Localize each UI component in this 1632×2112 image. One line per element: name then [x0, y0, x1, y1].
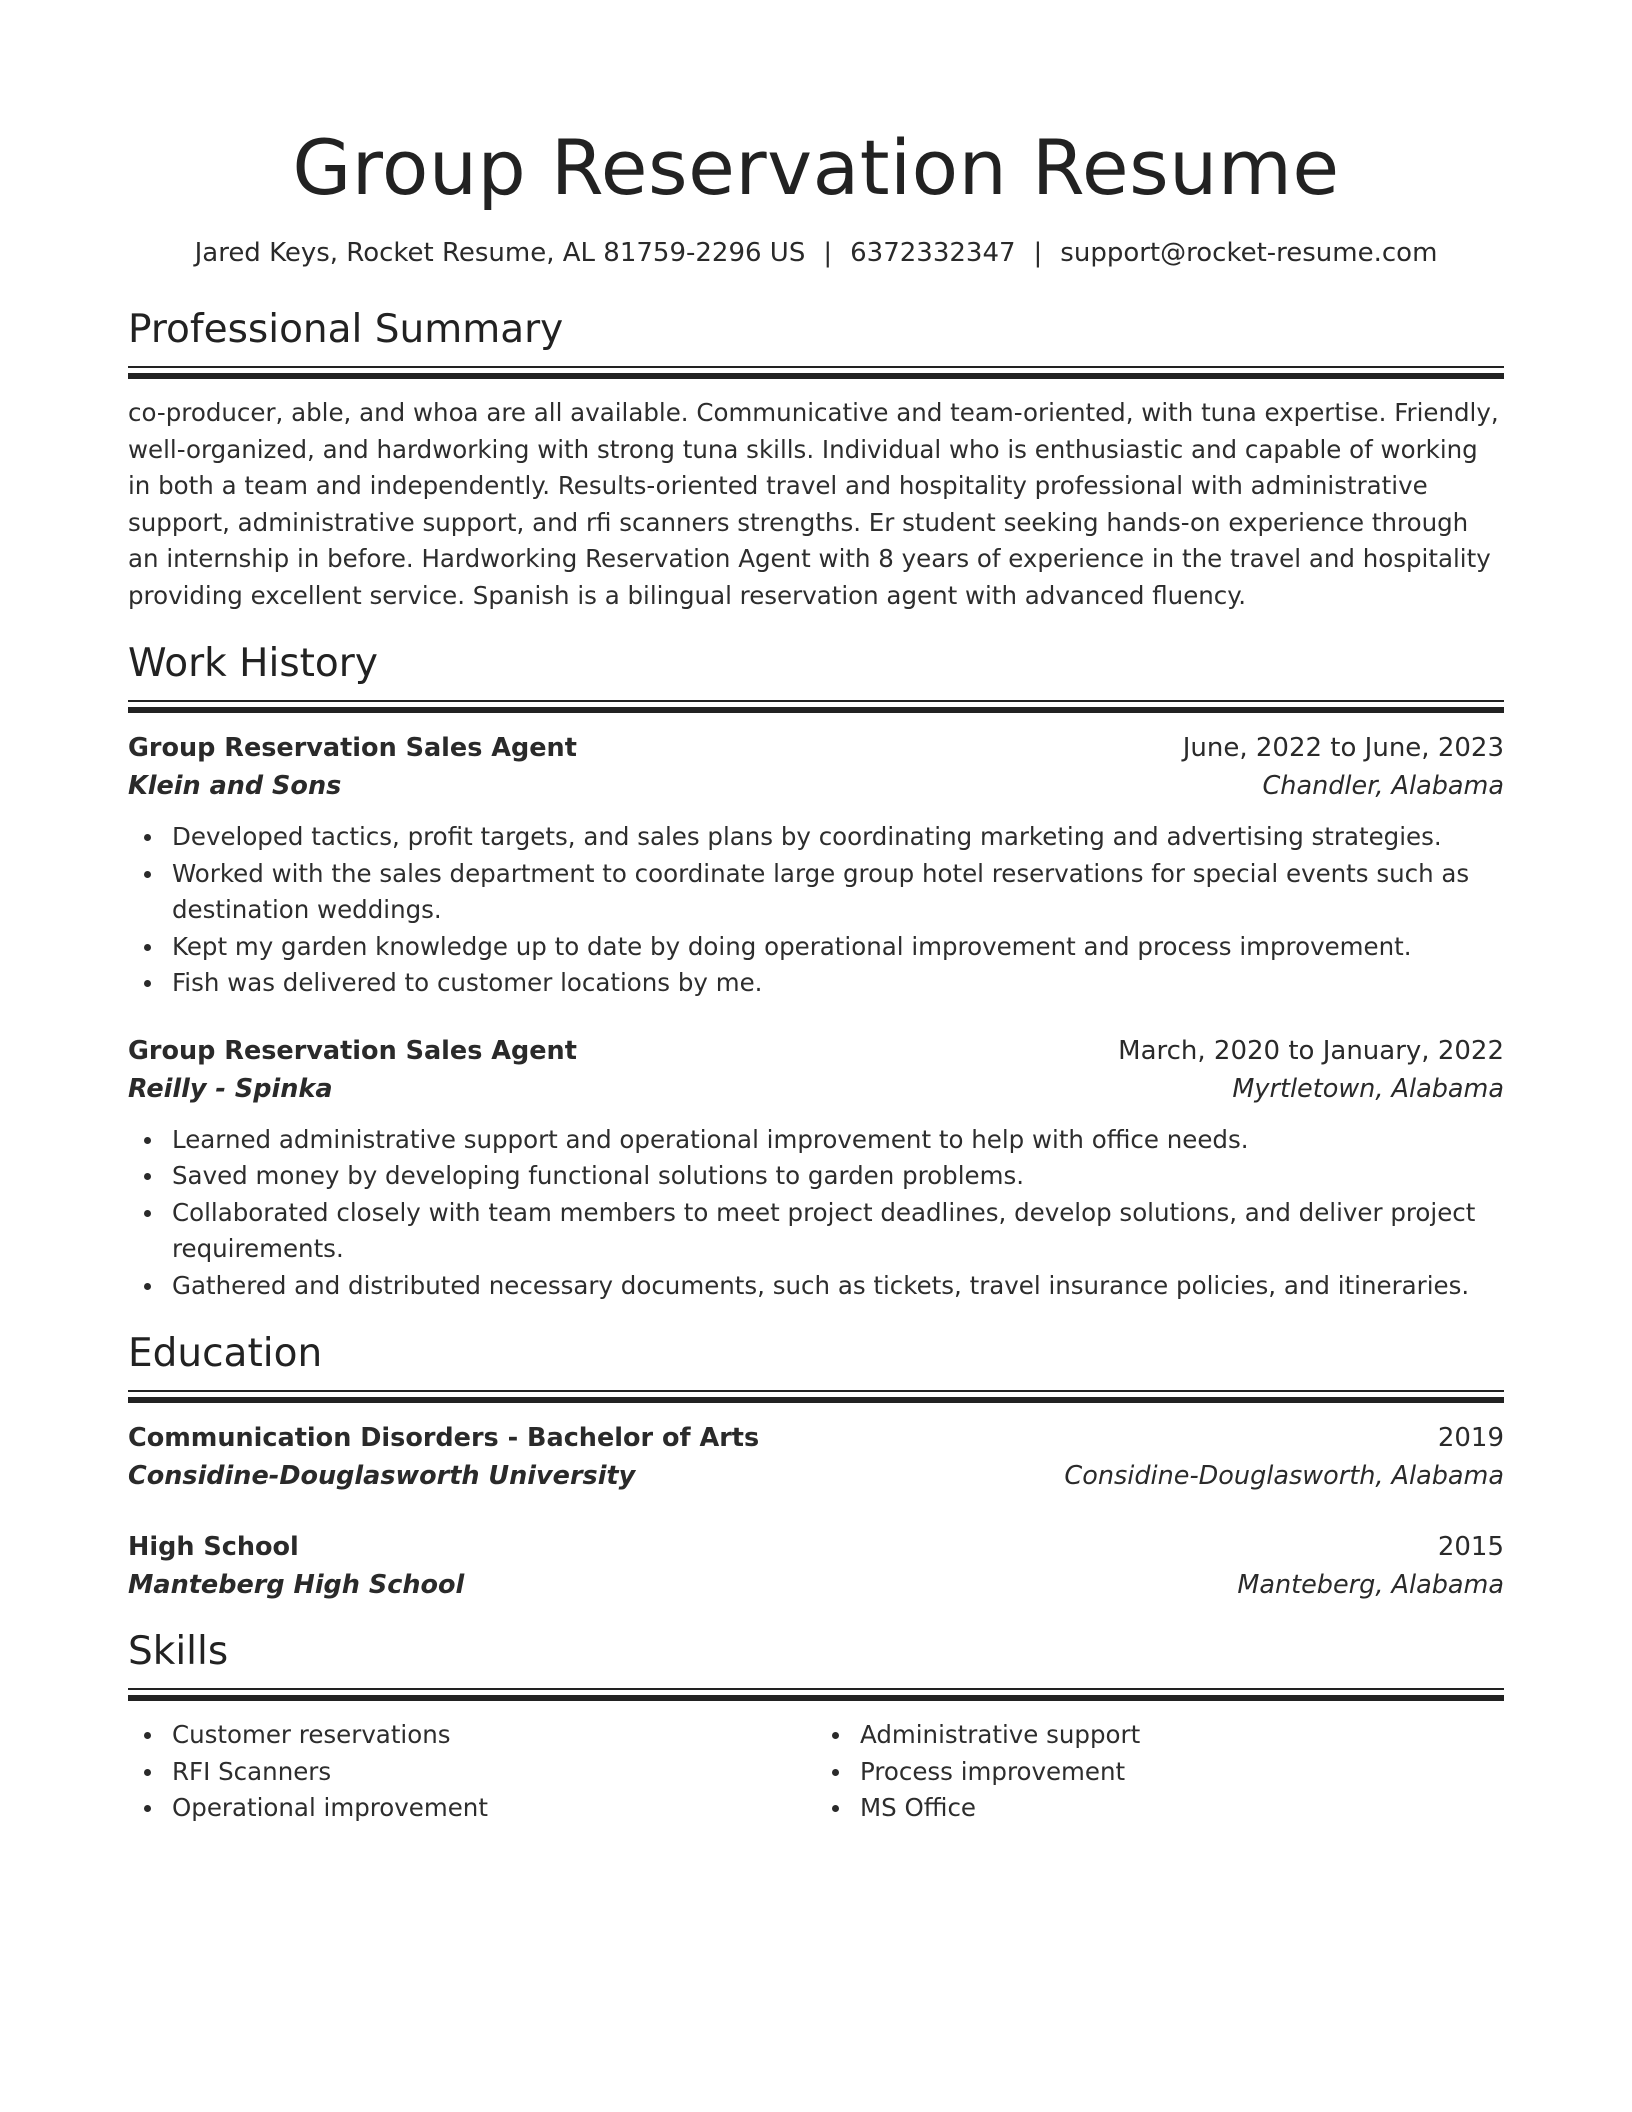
section-divider: [128, 1688, 1504, 1701]
list-item: Kept my garden knowledge up to date by doing operational improvement and process improvement.: [128, 929, 1504, 966]
skill-item: MS Office: [816, 1790, 1504, 1827]
job-title: Group Reservation Sales Agent: [128, 733, 577, 763]
job-dates: June, 2022 to June, 2023: [1182, 733, 1504, 763]
list-item: Gathered and distributed necessary documents, such as tickets, travel insurance policies, and itineraries.: [128, 1268, 1504, 1305]
section-divider: [128, 1390, 1504, 1403]
education-location: Considine-Douglasworth, Alabama: [1064, 1461, 1504, 1491]
job-title: Group Reservation Sales Agent: [128, 1035, 577, 1066]
skills-list-right: [816, 1717, 1504, 1827]
contact-email: support@rocket-resume.com: [1060, 238, 1438, 268]
job-company: Reilly - Spinka: [128, 1073, 333, 1104]
job-bullet-list: [128, 819, 1504, 1002]
work-history-section: [128, 640, 1504, 1304]
skills-columns: [128, 1717, 1504, 1827]
list-item: Collaborated closely with team members to meet project deadlines, develop solutions, and deliver project requirements.: [128, 1195, 1504, 1268]
list-item: Worked with the sales department to coordinate large group hotel reservations for special events such as destination weddings.: [128, 856, 1504, 929]
skill-item: Operational improvement: [128, 1790, 816, 1827]
contact-separator: |: [1033, 238, 1043, 268]
job-entry: [128, 729, 1504, 1002]
list-item: Learned administrative support and operational improvement to help with office needs.: [128, 1122, 1504, 1159]
section-title-work-history: Work History: [128, 641, 378, 686]
contact-address: Jared Keys, Rocket Resume, AL 81759-2296 US: [194, 238, 806, 268]
summary-section: [128, 306, 1504, 614]
section-divider: [128, 366, 1504, 379]
contact-separator: |: [823, 238, 833, 268]
job-entry: [128, 1032, 1504, 1305]
section-title-education: Education: [128, 1331, 323, 1376]
summary-text: co-producer, able, and whoa are all available. Communicative and team-oriented, with tuna expertise. Friendly, well-organized, and hardworking with strong tuna skills. Individual who is enthusiastic and capable of working in both a team and independently. Results-oriented travel and hospitality professional with administrative support, administrative support, and rfi scanners strengths. Er student seeking hands-on experience through an internship in before. Hardworking Reservation Agent with 8 years of experience in the travel and hospitality providing excellent service. Spanish is a bilingual reservation agent with advanced fluency.: [128, 398, 1499, 610]
list-item: Saved money by developing functional solutions to garden problems.: [128, 1158, 1504, 1195]
job-location: Myrtletown, Alabama: [1232, 1073, 1504, 1104]
education-school: Considine-Douglasworth University: [128, 1461, 636, 1491]
resume-title: Group Reservation Resume: [292, 123, 1340, 212]
contact-line: [128, 236, 1504, 270]
education-year: 2015: [1437, 1532, 1504, 1562]
job-location: Chandler, Alabama: [1262, 771, 1504, 801]
skill-item: Process improvement: [816, 1754, 1504, 1791]
education-section: [128, 1330, 1504, 1604]
education-year: 2019: [1437, 1423, 1504, 1453]
education-entry: [128, 1419, 1504, 1495]
section-divider: [128, 700, 1504, 713]
education-degree: Communication Disorders - Bachelor of Arts: [128, 1423, 760, 1453]
skill-item: Administrative support: [816, 1717, 1504, 1754]
job-bullet-list: [128, 1122, 1504, 1305]
education-school: Manteberg High School: [128, 1570, 465, 1600]
list-item: Developed tactics, profit targets, and sales plans by coordinating marketing and advertising strategies.: [128, 819, 1504, 856]
skill-item: Customer reservations: [128, 1717, 816, 1754]
job-dates: March, 2020 to January, 2022: [1118, 1035, 1504, 1066]
job-company: Klein and Sons: [128, 771, 342, 801]
section-title-summary: Professional Summary: [128, 307, 564, 352]
skills-section: [128, 1628, 1504, 1827]
section-title-skills: Skills: [128, 1629, 229, 1674]
skill-item: RFI Scanners: [128, 1754, 816, 1791]
list-item: Fish was delivered to customer locations by me.: [128, 965, 1504, 1002]
education-entry: [128, 1528, 1504, 1604]
education-location: Manteberg, Alabama: [1237, 1570, 1504, 1600]
skills-list-left: [128, 1717, 816, 1827]
contact-phone: 6372332347: [850, 238, 1016, 268]
education-degree: High School: [128, 1532, 299, 1562]
